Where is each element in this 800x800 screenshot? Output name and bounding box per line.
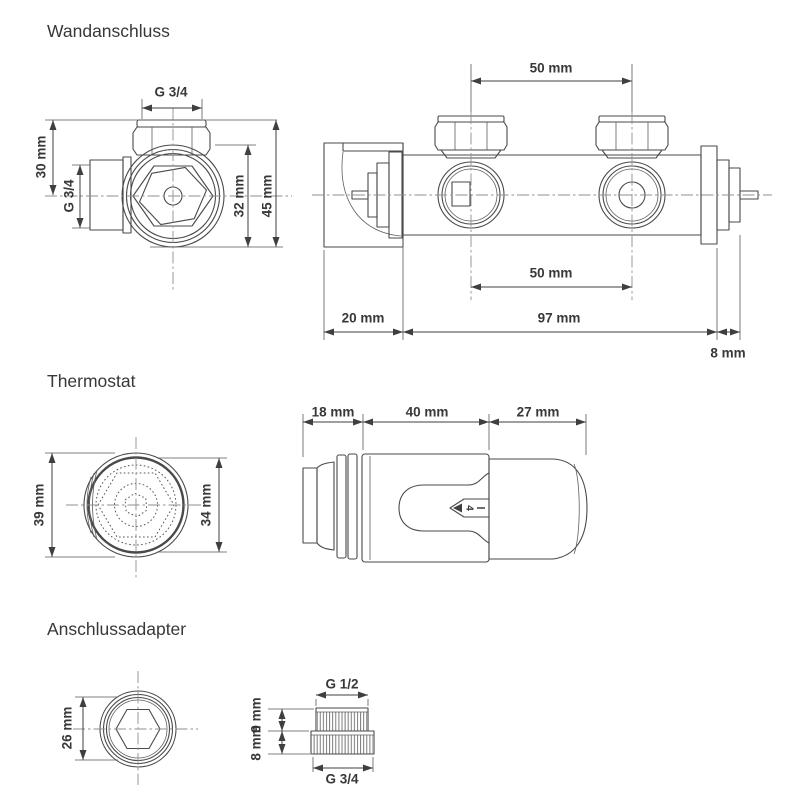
dim-port-spacing-bottom: 50 mm (529, 265, 573, 281)
thermostat-side-view (303, 414, 587, 562)
dim-adapter-top-thread: G 1/2 (325, 676, 359, 692)
thermostat-scale-number: 4 (463, 505, 475, 511)
adapter-side-view (268, 695, 374, 772)
dim-port-spacing-top: 50 mm (529, 60, 573, 76)
section-title-thermostat: Thermostat (47, 371, 136, 391)
valve-centerlines (45, 108, 292, 292)
adapter-front-view (73, 671, 198, 785)
dim-valve-top-offset: 30 mm (33, 135, 49, 179)
dim-valve-body-height: 32 mm (231, 174, 247, 218)
section-title-anschlussadapter: Anschlussadapter (47, 619, 187, 639)
dim-wall-depth: 20 mm (341, 310, 385, 326)
thermostat-knob (489, 459, 587, 559)
dim-adapter-diameter: 26 mm (59, 706, 75, 750)
valve-side-thread-port (90, 160, 123, 230)
dim-adapter-bottom-thread: G 3/4 (325, 771, 359, 787)
dim-body-length: 97 mm (537, 310, 581, 326)
dim-adapter-upper-length: 9 mm (248, 697, 264, 733)
manifold-side-view (312, 64, 772, 340)
dim-thermostat-cap-length: 27 mm (516, 404, 560, 420)
dim-valve-total-height: 45 mm (259, 174, 275, 218)
adapter-centerlines (73, 671, 198, 785)
dim-spindle-length: 8 mm (710, 345, 746, 361)
dim-valve-side-thread: G 3/4 (61, 179, 77, 213)
dim-valve-top-thread: G 3/4 (154, 84, 188, 100)
section-title-wandanschluss: Wandanschluss (47, 21, 170, 41)
valve-front-view (45, 99, 292, 292)
dim-thermostat-ring-diameter: 34 mm (198, 483, 214, 527)
dim-adapter-lower-length: 8 mm (248, 725, 264, 761)
dim-thermostat-body-length: 40 mm (405, 404, 449, 420)
dim-thermostat-connector-length: 18 mm (311, 404, 355, 420)
dim-thermostat-outer-diameter: 39 mm (31, 483, 47, 527)
thermostat-thread-connector (303, 468, 317, 543)
